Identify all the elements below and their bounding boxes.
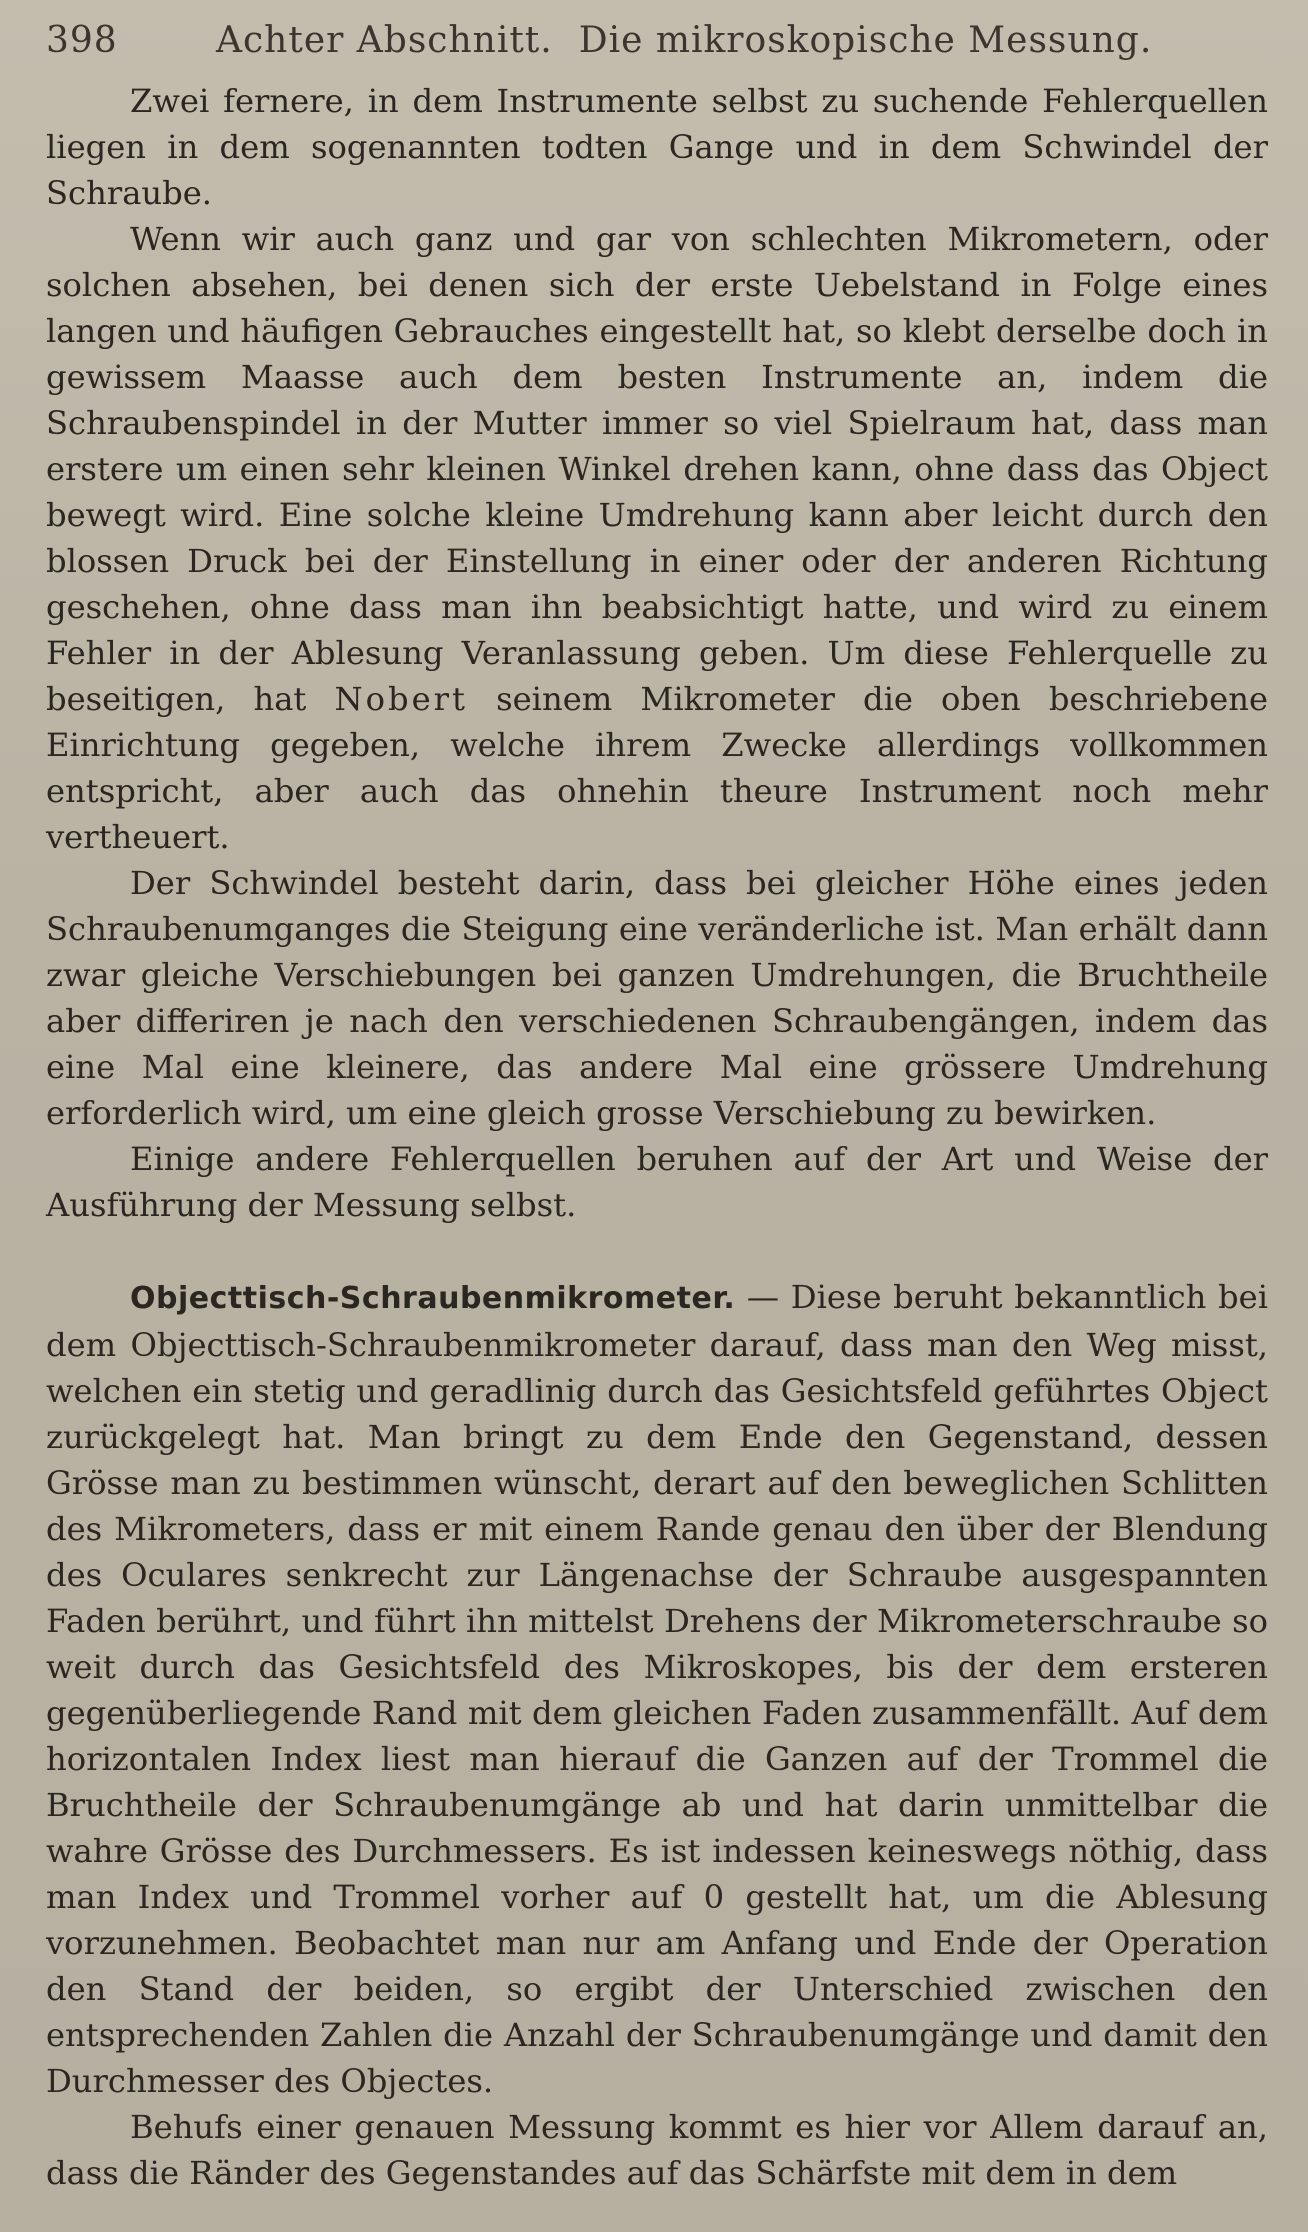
- paragraph-text: Wenn wir auch ganz und gar von schlechten Mikrometern, oder solchen absehen, bei denen sich der erste Uebelstand in Folge eines langen und häufigen Gebrauches eingestellt hat, so klebt derselbe doch in gewissem Maasse auch dem besten Instrumente an, indem die Schraubenspindel in der Mutter immer so viel Spielraum hat, dass man erstere um einen sehr kleinen Winkel drehen kann, ohne dass das Object bewegt wird. Eine solche kleine Umdrehung kann aber leicht durch den blossen Druck bei der Einstellung in einer oder der anderen Richtung geschehen, ohne dass man ihn beabsichtigt hatte, und wird zu einem Fehler in der Ablesung Veranlassung geben. Um diese Fehlerquelle zu beseitigen, hat: [46, 220, 1268, 718]
- section-label: Achter Abschnitt.: [216, 20, 553, 61]
- paragraph-text: — Diese beruht bekanntlich bei dem Objecttisch-Schraubenmikrometer darauf, dass man den Weg misst, welchen ein stetig und geradlinig durch das Gesichtsfeld geführtes Object zurückgelegt hat. Man bringt zu dem Ende den Gegenstand, dessen Grösse man zu bestimmen wünscht, derart auf den beweglichen Schlitten des Mikrometers, dass er mit einem Rande genau den über der Blendung des Oculares senkrecht zur Längenachse der Schraube ausgespannten Faden berührt, und führt ihn mittelst Drehens der Mikrometerschraube so weit durch das Gesichtsfeld des Mikroskopes, bis der dem ersteren gegenüberliegende Rand mit dem gleichen Faden zusammenfällt. Auf dem horizontalen Index liest man hierauf die Ganzen auf der Trommel die Bruchtheile der Schraubenumgänge ab und hat darin unmittelbar die wahre Grösse des Durchmessers. Es ist indessen keineswegs nöthig, dass man Index und Trommel vorher auf 0 gestellt hat, um die Ablesung vorzunehmen. Beobachtet man nur am Anfang und Ende der Operation den Stand der beiden, so ergibt der Unterschied zwischen den entsprechenden Zahlen die Anzahl der Schraubenumgänge und damit den Durchmesser des Objectes.: [46, 1278, 1268, 2100]
- paragraph: Zwei fernere, in dem Instrumente selbst zu suchende Fehlerquellen liegen in dem sogenannten todten Gange und in dem Schwindel der Schraube.: [46, 82, 1268, 212]
- paragraph: [46, 216, 1268, 860]
- running-header: [46, 20, 1268, 78]
- section-heading: Objecttisch-Schraubenmikrometer.: [130, 1281, 736, 1316]
- book-page: [46, 20, 1268, 2196]
- person-name: Nobert: [334, 680, 468, 718]
- paragraph: Der Schwindel besteht darin, dass bei gleicher Höhe eines jeden Schraubenumganges die Steigung eine veränderliche ist. Man erhält dann zwar gleiche Verschiebungen bei ganzen Umdrehungen, die Bruchtheile aber differiren je nach den verschiedenen Schraubengängen, indem das eine Mal eine kleinere, das andere Mal eine grössere Umdrehung erforderlich wird, um eine gleich grosse Verschiebung zu bewirken.: [46, 864, 1268, 1132]
- paragraph: Einige andere Fehlerquellen beruhen auf der Art und Weise der Ausführung der Messung selbst.: [46, 1140, 1268, 1224]
- body-text: [46, 78, 1268, 2196]
- paragraph: Behufs einer genauen Messung kommt es hier vor Allem darauf an, dass die Ränder des Gegenstandes auf das Schärfste mit dem in dem: [46, 2108, 1268, 2192]
- paragraph: [46, 1274, 1268, 2104]
- page-number: 398: [46, 20, 118, 61]
- paragraph-text: seinem Mikrometer die oben beschriebene Einrichtung gegeben, welche ihrem Zwecke allerdings vollkommen entspricht, aber auch das ohnehin theure Instrument noch mehr vertheuert.: [46, 680, 1268, 856]
- running-head: [216, 20, 1152, 61]
- chapter-title: Die mikroskopische Messung.: [578, 20, 1153, 61]
